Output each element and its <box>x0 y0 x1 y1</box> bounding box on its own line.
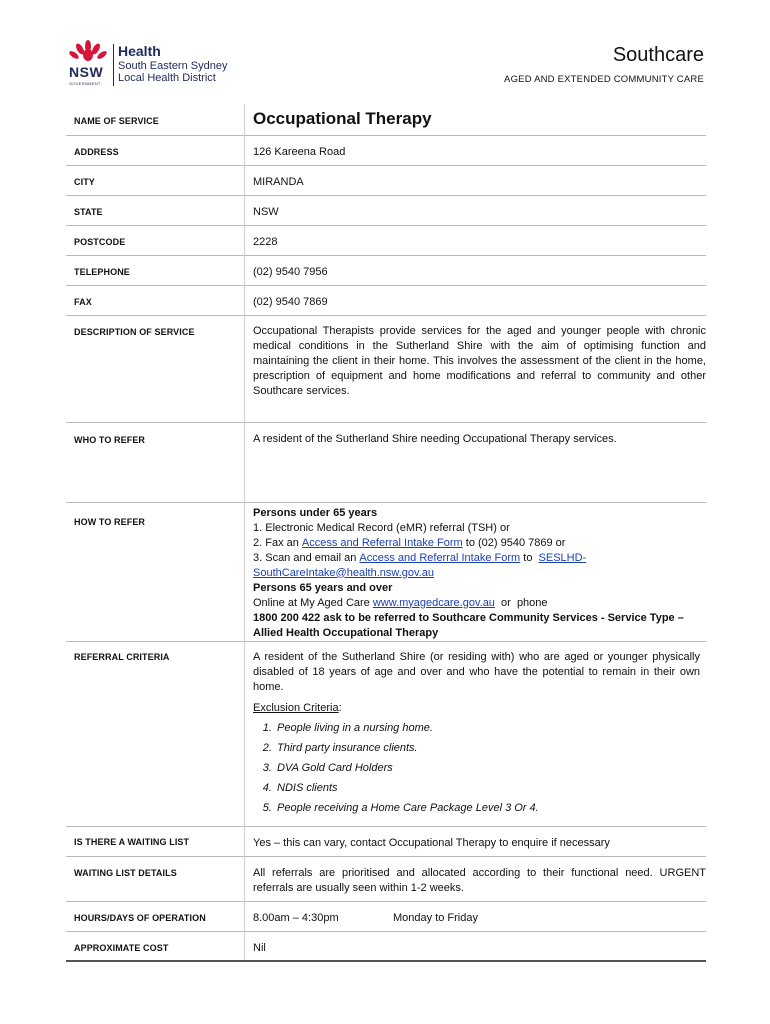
row-waiting-list-details <box>66 856 706 901</box>
text: to (02) 9540 7869 or <box>462 536 566 549</box>
row-label: ADDRESS <box>66 135 245 165</box>
referral-option-my-aged-care <box>253 596 706 641</box>
text: : <box>338 701 342 714</box>
hours-value <box>245 901 707 931</box>
logo-divider <box>113 44 114 86</box>
fax-value: (02) 9540 7869 <box>253 295 328 308</box>
over-65-heading: Persons 65 years and over <box>253 581 393 594</box>
row-label: WAITING LIST DETAILS <box>66 856 245 901</box>
row-postcode <box>66 225 706 255</box>
row-referral-criteria <box>66 641 706 826</box>
text: 2. Fax an <box>253 536 302 549</box>
row-label: STATE <box>66 195 245 225</box>
document-header <box>504 42 704 85</box>
exclusion-item: 5. People receiving a Home Care Package Level 3 Or 4. <box>275 801 706 816</box>
criteria-text: A resident of the Sutherland Shire (or residing with) who are aged or younger physically disabled of 18 years of age and over and who have the potential to remain in their own home. <box>253 650 700 693</box>
referral-option-3 <box>253 551 706 581</box>
under-65-heading: Persons under 65 years <box>253 506 378 519</box>
text: Exclusion Criteria <box>253 701 339 714</box>
how-to-refer-value <box>245 502 707 641</box>
exclusion-item: 1. People living in a nursing home. <box>275 721 706 736</box>
row-label: POSTCODE <box>66 225 245 255</box>
row-approximate-cost <box>66 931 706 961</box>
document-title: Southcare <box>612 44 704 66</box>
row-label: TELEPHONE <box>66 255 245 285</box>
row-label: NAME OF SERVICE <box>66 104 245 135</box>
text: 3. Scan and email an <box>253 551 360 564</box>
row-label: HOURS/DAYS OF OPERATION <box>66 901 245 931</box>
text: or phone <box>494 596 551 609</box>
description-value: Occupational Therapists provide services for the aged and younger people with chronic medical conditions in the Sutherland Shire with the aim of optimising function and maintaining the client in their home. This involves the assessment of the client in the home, prescription of equipment and home modifications and referral to community and other Southcare services. <box>253 324 706 397</box>
row-label: APPROXIMATE COST <box>66 931 245 961</box>
row-label: HOW TO REFER <box>66 502 245 641</box>
intake-email-link[interactable]: SESLHD-SouthCareIntake@health.nsw.gov.au <box>253 551 587 579</box>
nsw-wordmark: NSW <box>69 64 104 80</box>
nsw-health-logo <box>66 40 236 100</box>
row-hours <box>66 901 706 931</box>
row-label: CITY <box>66 165 245 195</box>
row-city <box>66 165 706 195</box>
hours-days: Monday to Friday <box>393 911 478 924</box>
logo-district-line1: South Eastern Sydney <box>118 60 228 72</box>
row-label: IS THERE A WAITING LIST <box>66 826 245 856</box>
referral-option-2 <box>253 536 706 551</box>
row-waiting-list <box>66 826 706 856</box>
my-aged-care-link[interactable]: www.myagedcare.gov.au <box>372 596 495 609</box>
cost-value: Nil <box>253 941 266 954</box>
row-label: REFERRAL CRITERIA <box>66 641 245 826</box>
referral-criteria-value <box>245 641 707 826</box>
row-how-to-refer <box>66 502 706 641</box>
row-state <box>66 195 706 225</box>
text: Online at My Aged Care <box>253 596 373 609</box>
service-name: Occupational Therapy <box>253 109 432 128</box>
row-description <box>66 315 706 422</box>
waiting-details-value: All referrals are prioritised and allocated according to their functional need. URGENT referrals are usually seen within 1-2 weeks. <box>253 866 706 894</box>
intake-form-link[interactable]: Access and Referral Intake Form <box>301 536 463 549</box>
text: to <box>520 551 539 564</box>
referral-option-1: 1. Electronic Medical Record (eMR) referral (TSH) or <box>253 521 510 534</box>
exclusion-heading <box>253 701 706 716</box>
city-value: MIRANDA <box>253 175 304 188</box>
row-label: WHO TO REFER <box>66 422 245 502</box>
who-to-refer-value: A resident of the Sutherland Shire needing Occupational Therapy services. <box>253 432 617 445</box>
row-who-to-refer <box>66 422 706 502</box>
exclusion-item: 2. Third party insurance clients. <box>275 741 706 756</box>
row-name-of-service <box>66 104 706 135</box>
state-value: NSW <box>253 205 279 218</box>
row-label: DESCRIPTION OF SERVICE <box>66 315 245 422</box>
service-info-table <box>66 104 706 962</box>
phone-referral-text: 1800 200 422 ask to be referred to Southcare Community Services - Service Type – Allied Health Occupational Therapy <box>253 611 684 639</box>
hours-time: 8.00am – 4:30pm <box>253 911 339 924</box>
address-value: 126 Kareena Road <box>253 145 346 158</box>
row-address <box>66 135 706 165</box>
telephone-value: (02) 9540 7956 <box>253 265 328 278</box>
exclusion-item: 3. DVA Gold Card Holders <box>275 761 706 776</box>
postcode-value: 2228 <box>253 235 278 248</box>
waiting-list-value: Yes – this can vary, contact Occupational Therapy to enquire if necessary <box>253 836 610 849</box>
exclusion-list <box>253 721 706 816</box>
document-subtitle: AGED AND EXTENDED COMMUNITY CARE <box>504 74 704 85</box>
row-label: FAX <box>66 285 245 315</box>
logo-district-line2: Local Health District <box>118 72 216 84</box>
logo-health: Health <box>118 43 161 59</box>
row-telephone <box>66 255 706 285</box>
row-fax <box>66 285 706 315</box>
exclusion-item: 4. NDIS clients <box>275 781 706 796</box>
intake-form-link[interactable]: Access and Referral Intake Form <box>359 551 521 564</box>
nsw-government-text: GOVERNMENT <box>69 81 101 86</box>
